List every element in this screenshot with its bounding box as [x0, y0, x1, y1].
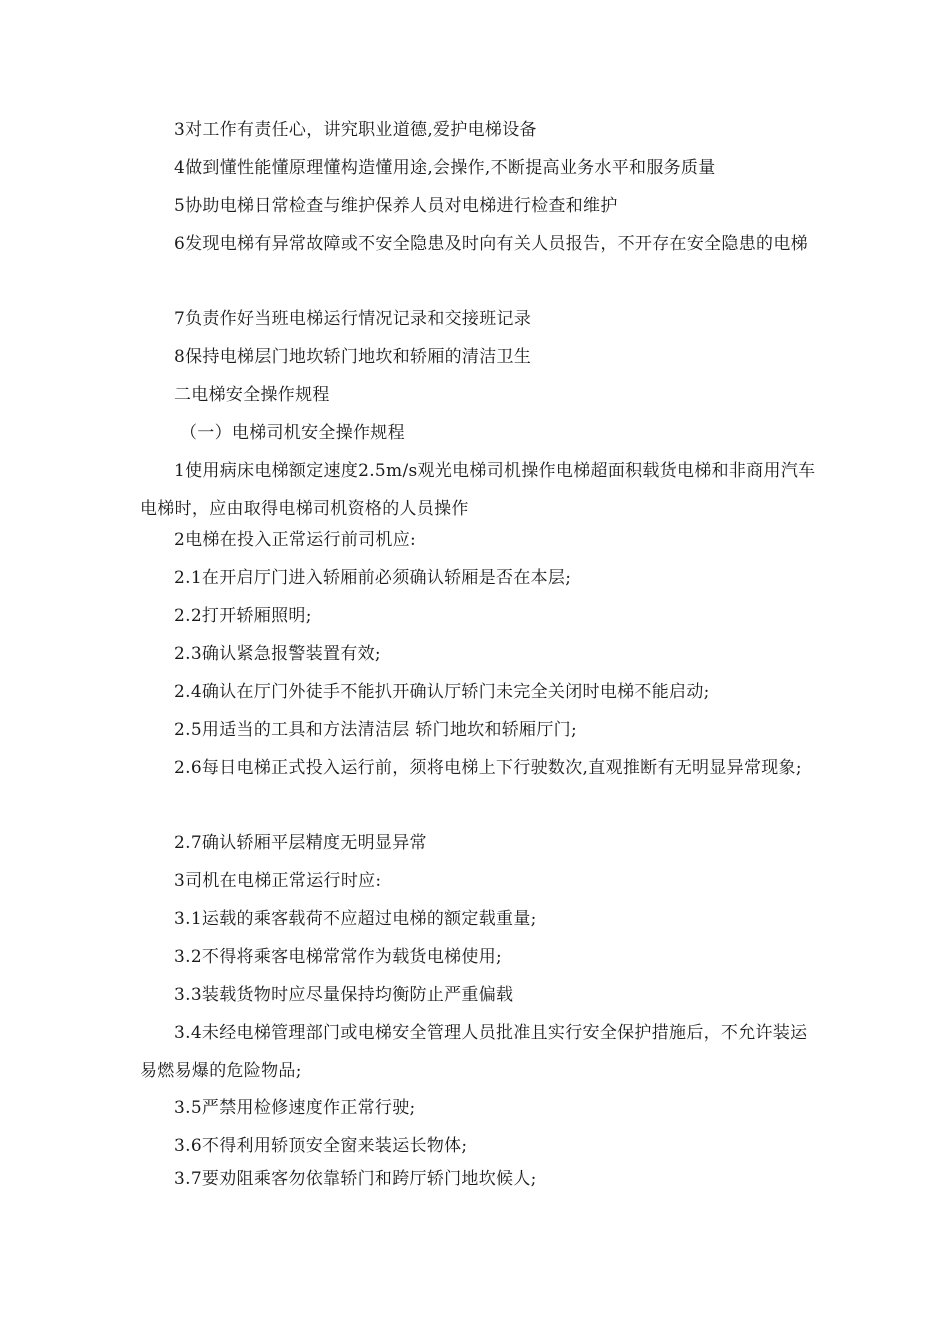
subsection-heading: （一）电梯司机安全操作规程	[180, 423, 405, 443]
paragraph-15: 2.7确认轿厢平层精度无明显异常	[174, 833, 427, 853]
paragraph-5: 7负责作好当班电梯运行情况记录和交接班记录	[174, 309, 532, 329]
paragraph-11: 2.3确认紧急报警装置有效;	[174, 644, 381, 664]
paragraph-10: 2.2打开轿厢照明;	[174, 606, 312, 626]
paragraph-19: 3.3装载货物时应尽量保持均衡防止严重偏载	[174, 985, 514, 1005]
paragraph-23: 3.7要劝阻乘客勿依靠轿门和跨厅轿门地坎候人;	[174, 1169, 537, 1189]
paragraph-6: 8保持电梯层门地坎轿门地坎和轿厢的清洁卫生	[174, 347, 532, 367]
paragraph-12: 2.4确认在厅门外徒手不能扒开确认厅轿门未完全关闭时电梯不能启动;	[174, 682, 710, 702]
paragraph-9: 2.1在开启厅门进入轿厢前必须确认轿厢是否在本层;	[174, 568, 572, 588]
paragraph-20: 3.4未经电梯管理部门或电梯安全管理人员批准且实行安全保护措施后，不允许装运易燃易爆的危险物品;	[140, 1023, 808, 1081]
paragraph-17: 3.1运载的乘客载荷不应超过电梯的额定载重量;	[174, 909, 537, 929]
paragraph-22: 3.6不得利用轿顶安全窗来装运长物体;	[174, 1136, 468, 1156]
paragraph-16: 3司机在电梯正常运行时应:	[174, 871, 382, 891]
paragraph-18: 3.2不得将乘客电梯常常作为载货电梯使用;	[174, 947, 503, 967]
paragraph-7: 1使用病床电梯额定速度2.5m/s观光电梯司机操作电梯超面积载货电梯和非商用汽车电梯时，应由取得电梯司机资格的人员操作	[140, 461, 816, 519]
paragraph-21: 3.5严禁用检修速度作正常行驶;	[174, 1098, 416, 1118]
paragraph-13: 2.5用适当的工具和方法清洁层 轿门地坎和轿厢厅门;	[174, 720, 577, 740]
paragraph-3: 5协助电梯日常检查与维护保养人员对电梯进行检查和维护	[174, 196, 618, 216]
paragraph-8: 2电梯在投入正常运行前司机应:	[174, 530, 417, 550]
paragraph-2: 4做到懂性能懂原理懂构造懂用途,会操作,不断提高业务水平和服务质量	[174, 158, 716, 178]
paragraph-14: 2.6每日电梯正式投入运行前，须将电梯上下行驶数次,直观推断有无明显异常现象;	[174, 758, 802, 778]
paragraph-4: 6发现电梯有异常故障或不安全隐患及时向有关人员报告，不开存在安全隐患的电梯	[174, 234, 808, 254]
section-heading: 二电梯安全操作规程	[174, 385, 330, 405]
paragraph-1: 3对工作有责任心，讲究职业道德,爱护电梯设备	[174, 120, 537, 140]
